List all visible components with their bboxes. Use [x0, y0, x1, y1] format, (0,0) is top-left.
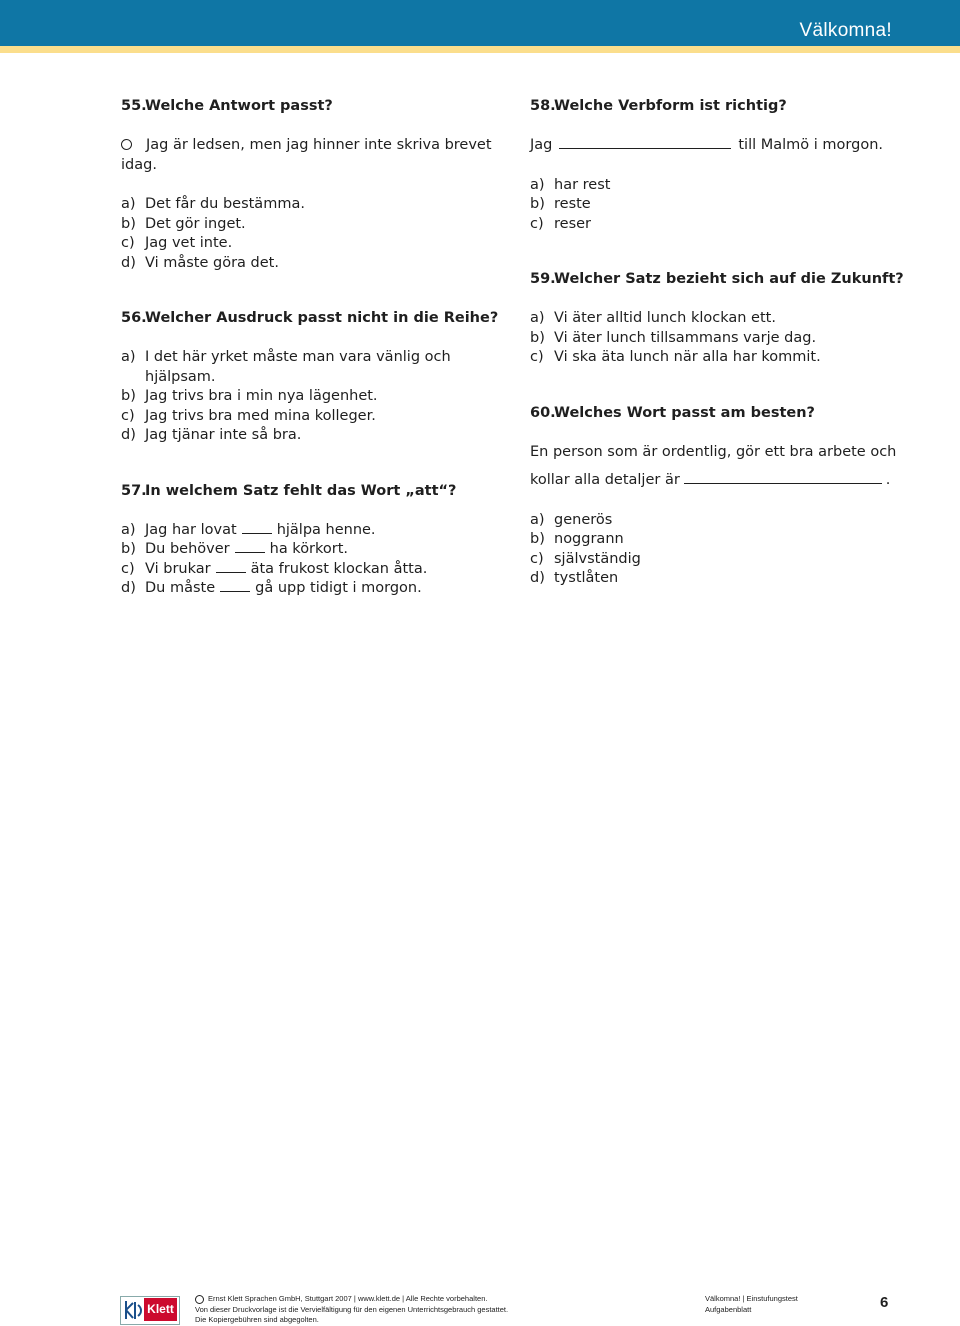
option-text: Jag trivs bra med mina kolleger.: [145, 407, 376, 424]
question-title: [530, 270, 910, 289]
question-title-text: In welchem Satz fehlt das Wort „att“?: [145, 482, 457, 499]
left-column: [121, 97, 501, 599]
option-letter: d): [121, 580, 136, 596]
answer-option-b[interactable]: [530, 329, 910, 349]
question-60: [530, 404, 910, 589]
option-letter: a): [121, 196, 136, 212]
option-letter: d): [121, 254, 136, 271]
question-title: [121, 97, 501, 116]
question-title-text: Welcher Satz bezieht sich auf die Zukunft?: [554, 271, 904, 287]
option-text: generös: [554, 511, 613, 528]
header-title: Välkomna!: [799, 20, 892, 41]
option-text-before: Jag har lovat: [145, 521, 237, 538]
question-number: 60.: [530, 404, 556, 421]
option-letter: d): [121, 427, 136, 443]
sentence-before: Jag: [530, 137, 553, 153]
answer-option-d[interactable]: [121, 426, 501, 446]
option-text: Jag tjänar inte så bra.: [145, 427, 302, 443]
question-55: [121, 97, 501, 273]
option-letter: b): [121, 541, 136, 557]
copyright-icon: [195, 1295, 204, 1304]
sentence-after: .: [885, 472, 891, 488]
answer-option-c[interactable]: [530, 215, 910, 235]
question-59: [530, 270, 910, 368]
option-letter: c): [530, 215, 544, 232]
footer-line: Ernst Klett Sprachen GmbH, Stuttgart 2007 | www.klett.de | Alle Rechte vorbehalten.: [208, 1294, 488, 1303]
klett-logo: [120, 1296, 180, 1325]
footer-info: [705, 1294, 798, 1315]
option-text: I det här yrket måste man vara vänlig och hjälpsam.: [145, 349, 451, 385]
option-letter: d): [530, 570, 545, 586]
question-prompt: [121, 136, 501, 175]
footer-series: Välkomna! | Einstufungstest: [705, 1294, 798, 1303]
option-letter: b): [121, 388, 136, 404]
option-letter: b): [530, 329, 545, 346]
answer-option-c[interactable]: [121, 234, 501, 254]
answer-option-b[interactable]: [121, 215, 501, 235]
answer-option-a[interactable]: [530, 511, 910, 531]
question-title-text: Welche Antwort passt?: [145, 98, 333, 114]
answer-option-c[interactable]: [530, 348, 910, 368]
option-text-before: Du måste: [145, 580, 216, 596]
option-text: Vi äter lunch tillsammans varje dag.: [554, 329, 817, 346]
option-letter: a): [121, 349, 136, 365]
option-text: reste: [554, 196, 591, 212]
answer-option-a[interactable]: [530, 309, 910, 329]
footer-line: Von dieser Druckvorlage ist die Vervielfältigung für den eigenen Unterrichtsgebrauch gestattet.: [195, 1304, 509, 1314]
fill-in-blank[interactable]: [559, 136, 731, 149]
gap-sentence-line1: En person som är ordentlig, gör ett bra arbete och: [530, 443, 897, 460]
footer-copyright: [195, 1294, 508, 1326]
answer-option-d[interactable]: [121, 254, 501, 274]
option-text: har rest: [554, 176, 611, 193]
question-title: [121, 482, 501, 501]
option-text-before: Vi brukar: [145, 560, 211, 577]
question-title-text: Welcher Ausdruck passt nicht in die Reihe?: [145, 310, 499, 326]
option-text: Det gör inget.: [145, 215, 246, 232]
option-letter: b): [530, 531, 545, 547]
answer-option-a[interactable]: [121, 195, 501, 215]
answer-option-b[interactable]: [530, 530, 910, 550]
question-title: [121, 309, 501, 328]
option-letter: a): [530, 310, 545, 326]
question-title-text: Welche Verbform ist richtig?: [554, 98, 787, 114]
question-56: [121, 309, 501, 446]
fill-in-blank[interactable]: [216, 560, 246, 573]
question-title-text: Welches Wort passt am besten?: [554, 404, 815, 421]
right-column: [530, 97, 910, 589]
option-letter: a): [530, 176, 545, 193]
option-letter: c): [121, 560, 135, 577]
prompt-text: Jag är ledsen, men jag hinner inte skriva brevet idag.: [121, 137, 492, 173]
answer-option-d[interactable]: [121, 579, 501, 599]
question-57: [121, 482, 501, 599]
header-accent-stripe: [0, 46, 960, 53]
answer-option-a[interactable]: [121, 348, 501, 387]
option-letter: a): [530, 511, 545, 528]
option-text-before: Du behöver: [145, 541, 230, 557]
answer-option-a[interactable]: [530, 176, 910, 196]
option-text-after: äta frukost klockan åtta.: [250, 560, 428, 577]
footer-line: Die Kopiergebühren sind abgegolten.: [195, 1315, 319, 1324]
speaker-circle-icon: [121, 139, 132, 150]
sentence-after: till Malmö i morgon.: [738, 137, 883, 153]
answer-option-c[interactable]: [121, 560, 501, 580]
option-text: Jag vet inte.: [145, 235, 233, 251]
option-text: reser: [554, 215, 592, 232]
answer-option-a[interactable]: [121, 521, 501, 541]
klett-logo-text: Klett: [144, 1298, 177, 1321]
footer-sheet-type: Aufgabenblatt: [705, 1304, 752, 1314]
fill-in-blank[interactable]: [235, 540, 265, 553]
question-title: [530, 97, 910, 116]
option-letter: c): [530, 349, 544, 365]
fill-in-blank[interactable]: [684, 471, 882, 484]
question-number: 58.: [530, 98, 556, 114]
option-text: Jag trivs bra i min nya lägenhet.: [145, 388, 378, 404]
option-letter: c): [121, 407, 135, 424]
answer-option-c[interactable]: [121, 407, 501, 427]
option-text: Vi måste göra det.: [145, 254, 279, 271]
answer-option-b[interactable]: [530, 195, 910, 215]
option-letter: c): [530, 550, 544, 567]
page-number: 6: [880, 1294, 889, 1311]
option-text: noggrann: [554, 531, 624, 547]
answer-option-b[interactable]: [121, 540, 501, 560]
option-letter: b): [530, 196, 545, 212]
gap-sentence-line2: [530, 471, 910, 491]
answer-option-c[interactable]: [530, 550, 910, 570]
option-text-after: ha körkort.: [269, 541, 349, 557]
answer-option-d[interactable]: [530, 569, 910, 589]
question-number: 59.: [530, 271, 556, 287]
option-text: Vi äter alltid lunch klockan ett.: [554, 310, 776, 326]
question-58: [530, 97, 910, 234]
sentence-before: kollar alla detaljer är: [530, 472, 680, 488]
option-text: Det får du bestämma.: [145, 196, 305, 212]
option-letter: b): [121, 215, 136, 232]
option-text: Vi ska äta lunch när alla har kommit.: [554, 349, 821, 365]
gap-sentence: [530, 136, 910, 156]
question-title: [530, 404, 910, 423]
option-letter: a): [121, 521, 136, 538]
question-number: 57.: [121, 482, 147, 499]
fill-in-blank[interactable]: [242, 521, 272, 534]
answer-option-b[interactable]: [121, 387, 501, 407]
question-number: 55.: [121, 98, 147, 114]
option-text: tystlåten: [554, 570, 619, 586]
option-letter: c): [121, 235, 135, 251]
option-text-after: hjälpa henne.: [276, 521, 376, 538]
header-bar: [0, 0, 960, 46]
fill-in-blank[interactable]: [220, 579, 250, 592]
option-text-after: gå upp tidigt i morgon.: [255, 580, 422, 596]
question-number: 56.: [121, 310, 147, 326]
option-text: självständig: [554, 550, 641, 567]
klett-emblem-icon: [123, 1299, 143, 1321]
